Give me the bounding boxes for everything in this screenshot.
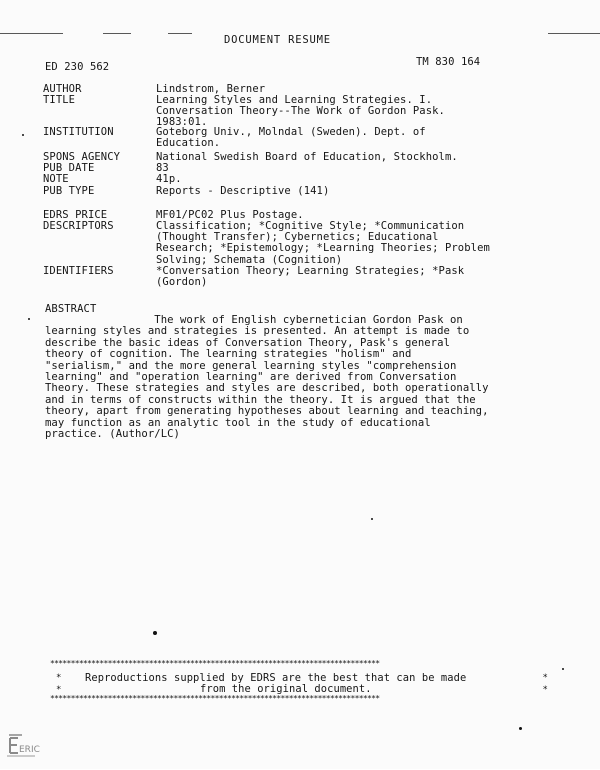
notice-right-star-1: *	[542, 673, 548, 683]
document-title: DOCUMENT RESUME	[224, 34, 331, 46]
abstract-label: ABSTRACT	[45, 303, 97, 315]
identifiers-label: IDENTIFIERS	[43, 265, 114, 277]
spons-agency-value: National Swedish Board of Education, Stockholm.	[156, 151, 458, 163]
author-value: Lindstrom, Berner	[156, 83, 266, 95]
notice-line-2: from the original document.	[200, 683, 372, 695]
top-rule-right	[168, 33, 192, 34]
edrs-price-label: EDRS PRICE	[43, 209, 108, 221]
pub-date-value: 83	[156, 162, 169, 174]
note-value: 41p.	[156, 173, 182, 185]
descriptors-value: Classification; *Cognitive Style; *Communication (Thought Transfer); Cybernetics; Educational Research; *Epistemology; *Learning Theories; Problem Solving; Schemata (Cognition)	[156, 220, 490, 266]
top-rule-mid	[103, 33, 131, 34]
abstract-text: The work of English cybernetician Gordon Pask on learning styles and strategies is presented. An attempt is made to describe the basic ideas of Conversation Theory, Pask's general theory of cognition. The learning strategies "holism" and "serialism," and the more general learning styles "comprehension learning" and "operation learning" are derived from Conversation Theory. These strategies and styles are described, both operationally and in terms of constructs within the theory. It is argued that the theory, apart from generating hypotheses about learning and teaching, may function as an analytic tool in the study of educational practice. (Author/LC)	[45, 314, 489, 441]
identifiers-field	[43, 266, 563, 311]
notice-left-star-2: *	[56, 685, 62, 695]
scan-speck	[22, 134, 24, 136]
title-label: TITLE	[43, 94, 76, 106]
eric-logo-text: ERIC	[19, 745, 40, 755]
notice-bottom-border: ********************************************************************************	[50, 694, 380, 703]
notice-left-star-1: *	[56, 673, 62, 683]
spons-agency-label: SPONS AGENCY	[43, 151, 121, 163]
title-value: Learning Styles and Learning Strategies. I. Conversation Theory--The Work of Gordon Pask. 1983:01.	[156, 94, 445, 129]
notice-line-1: Reproductions supplied by EDRS are the best that can be made	[85, 672, 467, 684]
pub-date-label: PUB DATE	[43, 162, 95, 174]
top-rule-edge	[548, 33, 600, 34]
scan-speck	[562, 668, 564, 670]
reproduction-notice	[50, 658, 555, 708]
note-label: NOTE	[43, 173, 69, 185]
pub-type-value: Reports - Descriptive (141)	[156, 185, 330, 197]
notice-top-border: ********************************************************************************	[50, 659, 380, 668]
tm-number: TM 830 164	[416, 56, 481, 68]
scan-speck	[371, 518, 373, 520]
eric-logo-icon	[5, 730, 40, 760]
identifiers-value: *Conversation Theory; Learning Strategies; *Pask (Gordon)	[156, 265, 465, 289]
edrs-price-value: MF01/PC02 Plus Postage.	[156, 209, 304, 221]
pub-type-label: PUB TYPE	[43, 185, 95, 197]
scan-speck	[153, 631, 157, 635]
top-rule-left	[0, 33, 63, 34]
notice-right-star-2: *	[542, 685, 548, 695]
institution-value: Goteborg Univ., Molndal (Sweden). Dept. of Education.	[156, 126, 426, 150]
institution-label: INSTITUTION	[43, 126, 114, 138]
scan-speck	[28, 318, 30, 320]
ed-number: ED 230 562	[45, 61, 110, 73]
author-label: AUTHOR	[43, 83, 82, 95]
descriptors-field	[43, 221, 563, 266]
scan-speck	[519, 727, 522, 730]
descriptors-label: DESCRIPTORS	[43, 220, 114, 232]
